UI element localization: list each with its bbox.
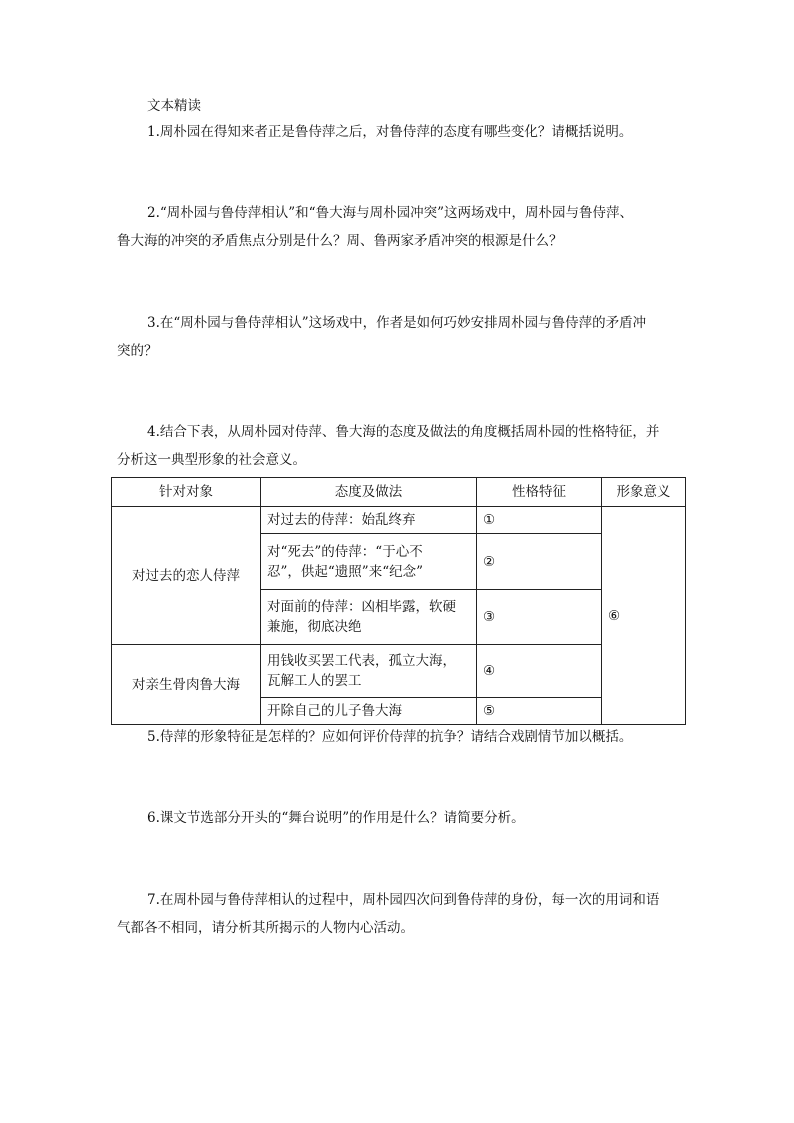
trait-mark: ④: [477, 645, 602, 698]
target-cell-dahai: 对亲生骨肉鲁大海: [112, 645, 261, 725]
question-3-line1: 3.在“周朴园与鲁侍萍相认”这场戏中，作者是如何巧妙安排周朴园与鲁侍萍的矛盾冲: [147, 315, 647, 331]
question-7-line1: 7.在周朴园与鲁侍萍相认的过程中，周朴园四次问到鲁侍萍的身份，每一次的用词和语: [147, 892, 660, 908]
header-attitude: 态度及做法: [261, 478, 477, 507]
character-analysis-table: [111, 477, 686, 725]
attitude-cell: 用钱收买罢工代表，孤立大海， 瓦解工人的罢工: [261, 645, 477, 698]
significance-mark: ⑥: [602, 507, 686, 725]
table-header-row: [112, 478, 686, 507]
trait-mark: ⑤: [477, 698, 602, 725]
question-4-line2: 分析这一典型形象的社会意义。: [117, 452, 306, 468]
header-traits: 性格特征: [477, 478, 602, 507]
trait-mark: ②: [477, 534, 602, 590]
attitude-cell: 开除自己的儿子鲁大海: [261, 698, 477, 725]
question-2-line1: 2.“周朴园与鲁侍萍相认”和“鲁大海与周朴园冲突”这两场戏中，周朴园与鲁侍萍、: [147, 205, 633, 221]
trait-mark: ③: [477, 590, 602, 645]
attitude-cell: 对过去的侍萍：始乱终弃: [261, 507, 477, 534]
question-2-line2: 鲁大海的冲突的矛盾焦点分别是什么？周、鲁两家矛盾冲突的根源是什么？: [117, 233, 563, 249]
target-cell-shiping: 对过去的恋人侍萍: [112, 507, 261, 645]
section-title: 文本精读: [147, 98, 201, 114]
header-target: 针对对象: [112, 478, 261, 507]
question-7-line2: 气都各不相同，请分析其所揭示的人物内心活动。: [117, 920, 414, 936]
attitude-cell: 对面前的侍萍：凶相毕露，软硬 兼施，彻底决绝: [261, 590, 477, 645]
question-4-line1: 4.结合下表，从周朴园对侍萍、鲁大海的态度及做法的角度概括周朴园的性格特征，并: [147, 424, 660, 440]
header-significance: 形象意义: [602, 478, 686, 507]
trait-mark: ①: [477, 507, 602, 534]
table-row: [112, 507, 686, 534]
question-1: 1.周朴园在得知来者正是鲁侍萍之后，对鲁侍萍的态度有哪些变化？请概括说明。: [147, 124, 633, 140]
question-6: 6.课文节选部分开头的“舞台说明”的作用是什么？请简要分析。: [147, 810, 525, 826]
question-3-line2: 突的？: [117, 343, 158, 359]
table-row: [112, 645, 686, 698]
attitude-cell: 对“死去”的侍萍：“于心不 忍”，供起“遗照”来“纪念”: [261, 534, 477, 590]
question-5: 5.侍萍的形象特征是怎样的？应如何评价侍萍的抗争？请结合戏剧情节加以概括。: [147, 729, 633, 745]
